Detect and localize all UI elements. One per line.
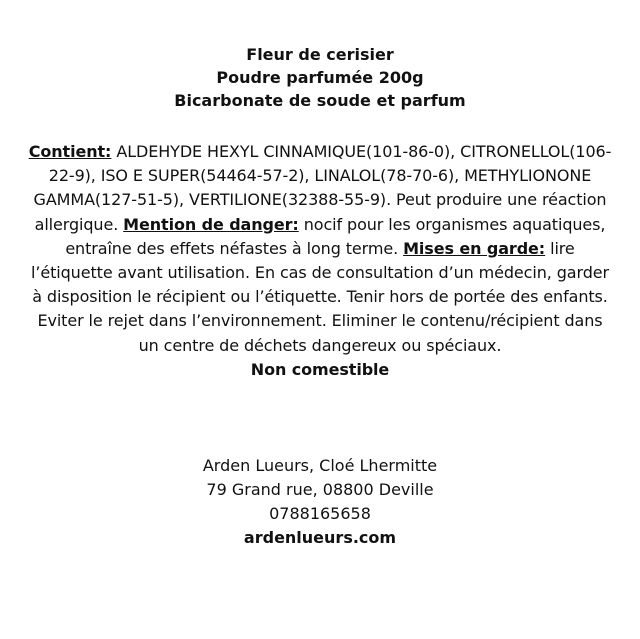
safety-text xyxy=(28,140,612,382)
garde-label: Mises en garde: xyxy=(403,238,546,258)
contact-address: 79 Grand rue, 08800 Deville xyxy=(206,480,434,499)
non-comestible-warning: Non comestible xyxy=(250,359,390,379)
danger-label: Mention de danger: xyxy=(123,214,299,234)
product-type: Poudre parfumée 200g xyxy=(216,68,424,87)
danger-text: nocif pour les organismes aquatiques, entraîne des effets néfastes à long terme. xyxy=(65,214,606,258)
product-name: Fleur de cerisier xyxy=(246,45,394,64)
contact-phone: 0788165658 xyxy=(269,504,371,523)
contact-block xyxy=(0,454,640,550)
contact-name: Arden Lueurs, Cloé Lhermitte xyxy=(202,456,438,475)
product-description: Bicarbonate de soude et parfum xyxy=(174,91,466,110)
label-header xyxy=(0,43,640,112)
contient-label: Contient: xyxy=(28,142,112,161)
garde-text: lire l’étiquette avant utilisation. En cas de consultation d’un médecin, garder à disposition le récipient ou l’étiquette. Tenir hors de portée des enfants. Eviter le rejet dans l’environnement. Eliminer le contenu/récipient dans un centre de déchets dangereux ou spéciaux. xyxy=(31,238,609,355)
contact-website: ardenlueurs.com xyxy=(243,528,397,547)
contient-text: ALDEHYDE HEXYL CINNAMIQUE(101-86-0), CITRONELLOL(106-22-9), ISO E SUPER(54464-57-2), LINALOL(78-70-6), METHYLIONONE GAMMA(127-51-5), VERTILIONE(32388-55-9). Peut produire une réaction allergique. xyxy=(33,142,612,234)
